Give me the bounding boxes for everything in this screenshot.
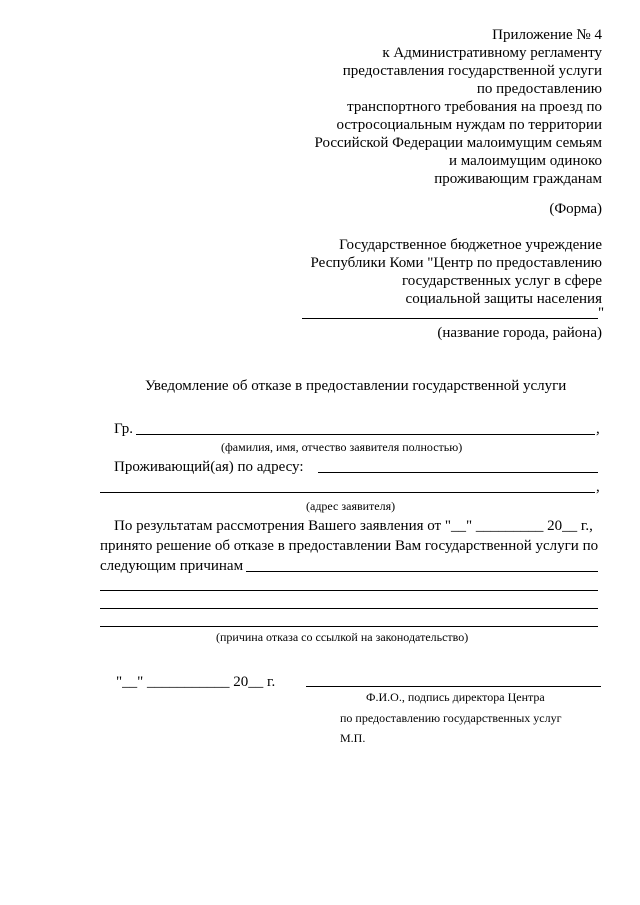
institution-line: Государственное бюджетное учреждение — [339, 237, 602, 253]
institution-line: Республики Коми "Центр по предоставлению — [310, 255, 602, 271]
decision-line-1: По результатам рассмотрения Вашего заявления от "__" _________ 20__ г., — [114, 518, 593, 534]
appendix-line: Российской Федерации малоимущим семьям — [314, 135, 602, 151]
signature-caption-2: по предоставлению государственных услуг — [340, 711, 562, 725]
appendix-line: остросоциальным нуждам по территории — [336, 117, 602, 133]
signature-date: "__" ___________ 20__ г. — [116, 674, 276, 690]
reason-line-4 — [100, 626, 598, 627]
stamp-place: М.П. — [340, 731, 366, 745]
document-title: Уведомление об отказе в предоставлении государственной услуги — [145, 378, 567, 394]
comma: , — [596, 421, 600, 437]
address-line-1 — [318, 472, 598, 473]
institution-line: социальной защиты населения — [405, 291, 602, 307]
reason-line-1 — [246, 571, 598, 572]
address-label: Проживающий(ая) по адресу: — [114, 459, 304, 475]
closing-quote: " — [598, 305, 605, 321]
reason-caption: (причина отказа со ссылкой на законодательство) — [216, 630, 469, 644]
appendix-line: транспортного требования на проезд по — [347, 99, 602, 115]
citizen-name-line — [136, 434, 595, 435]
appendix-line: к Административному регламенту — [382, 45, 602, 61]
citizen-name-caption: (фамилия, имя, отчество заявителя полностью) — [221, 440, 463, 454]
form-label: (Форма) — [549, 201, 602, 217]
reason-line-2 — [100, 590, 598, 591]
comma: , — [596, 479, 600, 495]
appendix-line: и малоимущим одиноко — [448, 153, 602, 169]
appendix-line: Приложение № 4 — [492, 27, 602, 43]
appendix-line: предоставления государственной услуги — [342, 63, 602, 79]
reason-line-3 — [100, 608, 598, 609]
city-caption: (название города, района) — [437, 325, 602, 341]
institution-line: государственных услуг в сфере — [402, 273, 602, 289]
appendix-header — [315, 26, 603, 188]
signature-line — [306, 686, 601, 687]
decision-line-2: принято решение об отказе в предоставлении Вам государственной услуги по — [100, 538, 599, 554]
appendix-line: проживающим гражданам — [434, 171, 602, 187]
address-caption: (адрес заявителя) — [306, 499, 396, 513]
address-line-2 — [100, 492, 595, 493]
appendix-line: по предоставлению — [476, 81, 602, 97]
city-blank-line — [302, 318, 598, 319]
decision-line-3: следующим причинам — [100, 558, 244, 574]
signature-caption-1: Ф.И.О., подпись директора Центра — [366, 690, 545, 704]
citizen-label: Гр. — [114, 421, 133, 437]
institution-block — [311, 236, 602, 308]
